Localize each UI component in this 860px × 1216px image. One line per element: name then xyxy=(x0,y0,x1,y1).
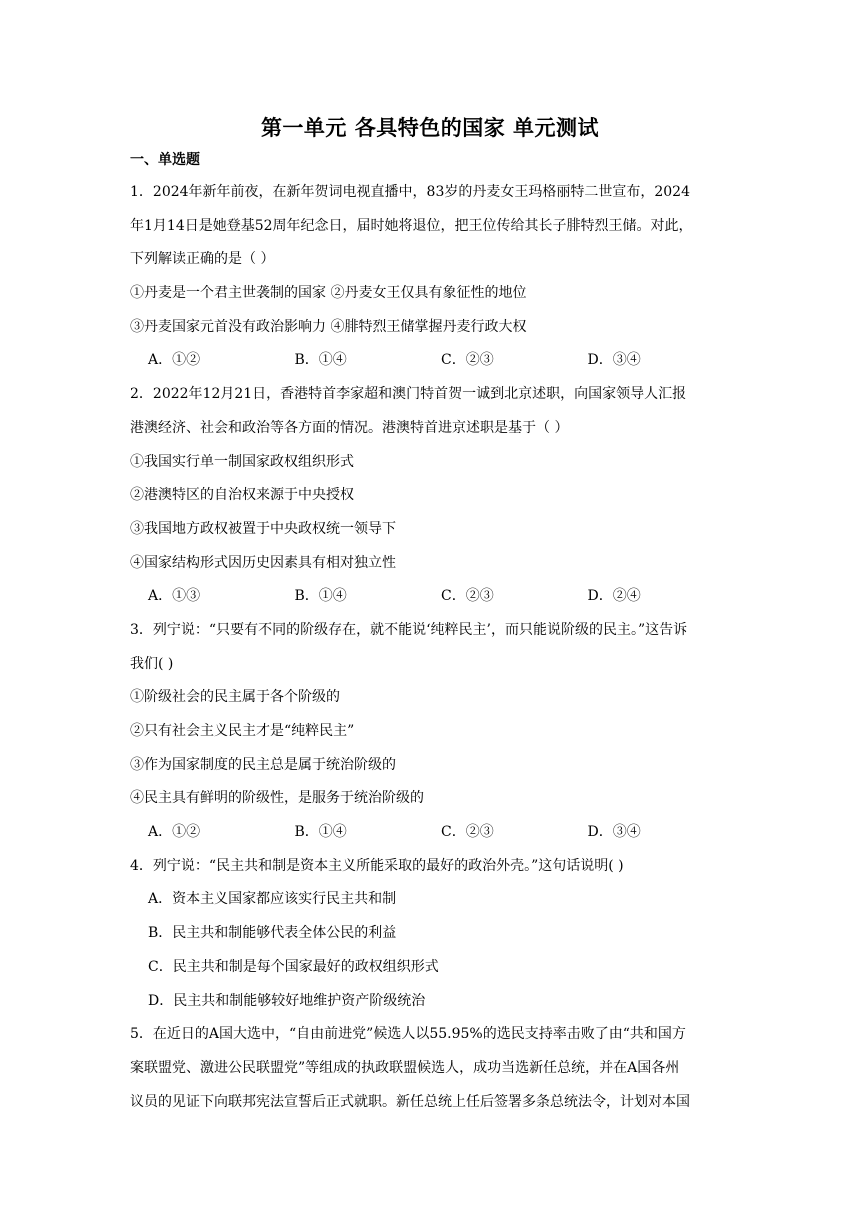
question-text-line: 下列解读正确的是（ ） xyxy=(130,251,275,268)
question-text-line: 年1月14日是她登基52周年纪念日，届时她将退位，把王位传给其长子腓特烈王储。对此， xyxy=(130,217,693,234)
choice-d: D．③④ xyxy=(587,352,641,369)
question-text-line: 港澳经济、社会和政治等各方面的情况。港澳特首进京述职是基于（ ） xyxy=(130,419,569,436)
question-text-line: 5．在近日的A国大选中，“自由前进党”候选人以55.95%的选民支持率击败了由“共和国方 xyxy=(130,1026,686,1043)
question-1 xyxy=(130,176,734,378)
section-heading: 一、单选题 xyxy=(130,152,200,168)
statement-line: ①阶级社会的民主属于各个阶级的 xyxy=(130,689,340,706)
page-title: 第一单元 各具特色的国家 单元测试 xyxy=(260,116,600,140)
option-b: B．民主共和制能够代表全体公民的利益 xyxy=(148,925,397,942)
answer-choices xyxy=(130,816,734,850)
choice-a: A．①② xyxy=(148,824,201,841)
question-5 xyxy=(130,1018,734,1119)
question-2 xyxy=(130,378,734,614)
question-text-line: 4．列宁说：“民主共和制是资本主义所能采取的最好的政治外壳。”这句话说明( ) xyxy=(130,857,624,874)
question-text-line: 议员的见证下向联邦宪法宣誓后正式就职。新任总统上任后签署多条总统法令，计划对本国 xyxy=(130,1093,690,1110)
question-text-line: 1．2024年新年前夜，在新年贺词电视直播中，83岁的丹麦女王玛格丽特二世宣布，2024 xyxy=(130,184,690,200)
choice-a: A．①③ xyxy=(148,588,201,605)
choice-d: D．③④ xyxy=(587,824,641,841)
question-text-line: 案联盟党、激进公民联盟党”等组成的执政联盟候选人，成功当选新任总统，并在A国各州 xyxy=(130,1059,680,1076)
statement-line: ①我国实行单一制国家政权组织形式 xyxy=(130,453,354,470)
choice-a: A．①② xyxy=(148,352,201,369)
question-text-line: 我们( ) xyxy=(130,655,174,672)
option-d: D．民主共和制能够较好地维护资产阶级统治 xyxy=(148,992,426,1009)
answer-choices xyxy=(130,344,734,378)
choice-b: B．①④ xyxy=(294,352,347,369)
choice-b: B．①④ xyxy=(294,824,347,841)
statement-line: ②港澳特区的自治权来源于中央授权 xyxy=(130,487,354,504)
statement-line: ③丹麦国家元首没有政治影响力 ④腓特烈王储掌握丹麦行政大权 xyxy=(130,318,527,335)
option-c: C．民主共和制是每个国家最好的政权组织形式 xyxy=(148,958,439,975)
question-text-line: 2．2022年12月21日，香港特首李家超和澳门特首贺一诚到北京述职，向国家领导人汇报 xyxy=(130,386,687,403)
statement-line: ④国家结构形式因历史因素具有相对独立性 xyxy=(130,554,396,571)
statement-line: ①丹麦是一个君主世袭制的国家 ②丹麦女王仅具有象征性的地位 xyxy=(130,285,527,302)
answer-choices xyxy=(130,580,734,614)
question-list xyxy=(130,176,734,1119)
choice-c: C．②③ xyxy=(441,824,494,841)
statement-line: ②只有社会主义民主才是“纯粹民主” xyxy=(130,723,355,739)
statement-line: ③作为国家制度的民主总是属于统治阶级的 xyxy=(130,756,396,773)
choice-b: B．①④ xyxy=(294,588,347,605)
statement-line: ④民主具有鲜明的阶级性，是服务于统治阶级的 xyxy=(130,790,424,807)
option-a: A．资本主义国家都应该实行民主共和制 xyxy=(148,891,397,908)
choice-c: C．②③ xyxy=(441,588,494,605)
statement-line: ③我国地方政权被置于中央政权统一领导下 xyxy=(130,520,396,537)
choice-d: D．②④ xyxy=(587,588,641,605)
choice-c: C．②③ xyxy=(441,352,494,369)
question-4 xyxy=(130,850,734,1018)
question-text-line: 3．列宁说：“只要有不同的阶级存在，就不能说‘纯粹民主’，而只能说阶级的民主。”这告诉 xyxy=(130,621,688,638)
question-3 xyxy=(130,614,734,850)
